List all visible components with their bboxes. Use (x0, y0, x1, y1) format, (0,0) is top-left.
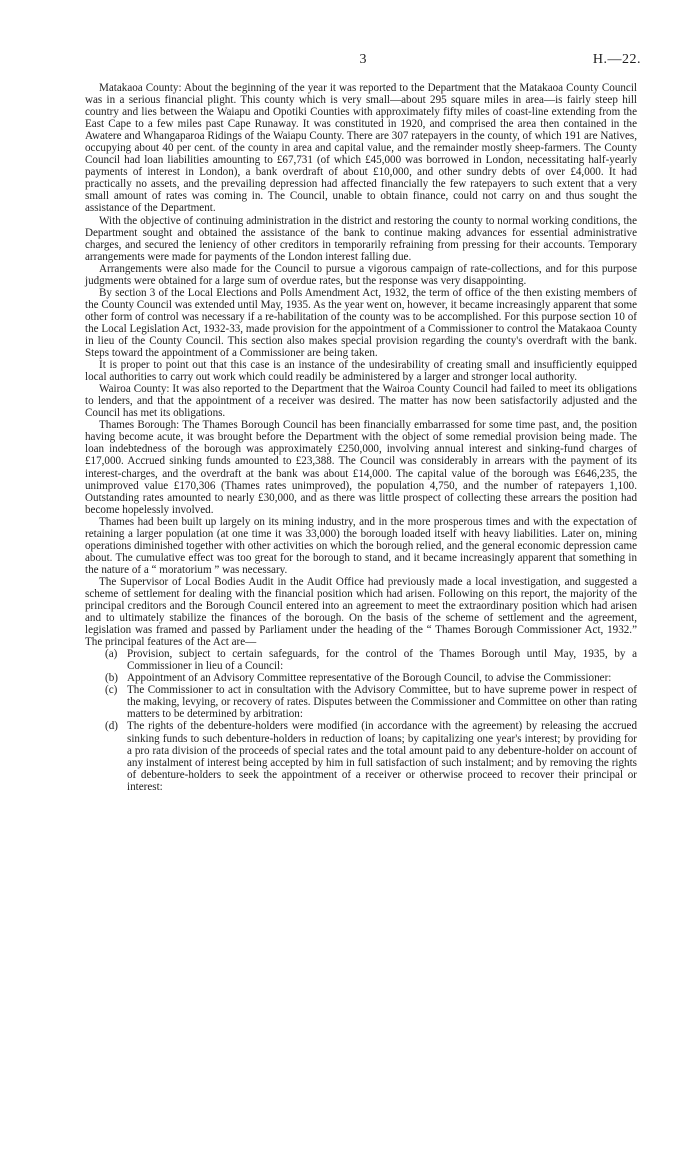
paragraph-undesirability: It is proper to point out that this case is an instance of the undesirability of creating small and insufficiently equipped local authorities to carry out work which could readily be administered by a larger and stronger local authority. (85, 359, 637, 384)
document-reference: H.—22. (592, 52, 641, 67)
list-item-label: (c) (105, 684, 118, 697)
list-item (85, 648, 637, 672)
paragraph-matakaoa-county: Matakaoa County: About the beginning of the year it was reported to the Department that the Matakaoa County Council was in a serious financial plight. This county which is very small—about 295 square miles in area—is fairly steep hill country and lies between the Waiapu and Opotiki Counties with approximately fifty miles of coast-line extending from the East Cape to a few miles past Cape Runaway. It was constituted in 1920, and comprised the area then contained in the Awatere and Whangaparoa Ridings of the Waiapu County. There are 307 ratepayers in the county, of which 191 are Natives, occupying about 40 per cent. of the county in area and capital value, and the remainder mostly sheep-farmers. The County Council had loan liabilities amounting to £67,731 (of which £45,000 was borrowed in London, necessitating half-yearly payments of interest in London), a bank overdraft of about £10,000, and other sundry debts of over £4,000. It had practically no assets, and the prevailing depression had affected financially the few ratepayers to such extent that a very small amount of rates was coming in. The Council, unable to obtain finance, could not carry on and thus sought the assistance of the Department. (85, 82, 637, 215)
paragraph-thames-mining: Thames had been built up largely on its mining industry, and in the more prosperous times and with the expectation of retaining a larger population (at one time it was 33,000) the borough loaded itself with heavy liabilities. Later on, mining operations diminished together with other activities on which the borough relied, and the general economic depression came about. The cumulative effect was too great for the borough to stand, and it became increasingly apparent that something in the nature of a “ moratorium ” was necessary. (85, 515, 637, 576)
list-item (85, 720, 637, 792)
page-number: 3 (359, 52, 367, 67)
page-body (85, 82, 637, 793)
paragraph-rate-collections: Arrangements were also made for the Council to pursue a vigorous campaign of rate-collections, and for this purpose judgments were obtained for a large sum of overdue rates, but the response was very disappointing. (85, 262, 637, 287)
list-item-text: Provision, subject to certain safeguards, for the control of the Thames Borough until May, 1935, by a Commissioner in lieu of a Council: (127, 648, 637, 673)
paragraph-matakaoa-objective: With the objective of continuing administration in the district and restoring the county to normal working conditions, the Department sought and obtained the assistance of the bank to continue making advances for essential administrative charges, and secured the leniency of other creditors in temporarily refraining from pressing for their accounts. Temporary arrangements were made for payments of the London interest falling due. (85, 214, 637, 263)
list-item-label: (a) (105, 648, 118, 661)
paragraph-wairoa-county: Wairoa County: It was also reported to the Department that the Wairoa County Council had failed to meet its obligations to lenders, and that the appointment of a receiver was desired. The matter has now been satisfactorily adjusted and the Council has met its obligations. (85, 383, 637, 420)
list-item (85, 672, 637, 684)
act-features-list (85, 648, 637, 793)
page-header (85, 52, 641, 72)
list-item-label: (d) (105, 720, 118, 733)
list-item-text: The Commissioner to act in consultation with the Advisory Committee, but to have supreme power in respect of the making, levying, or recovery of rates. Disputes between the Commissioner and Committee on other than rating matters to be determined by arbitration: (127, 684, 637, 721)
paragraph-local-elections-act: By section 3 of the Local Elections and Polls Amendment Act, 1932, the term of office of the then existing members of the County Council was extended until May, 1935. As the year went on, however, it became increasingly apparent that some other form of control was necessary if a re-habilitation of the county was to be accomplished. For this purpose section 10 of the Local Legislation Act, 1932-33, made provision for the appointment of a Commissioner to control the Matakaoa County in lieu of the County Council. This section also makes special provision regarding the county's overdraft with the bank. Steps toward the appointment of a Commissioner are being taken. (85, 286, 637, 360)
paragraph-thames-borough: Thames Borough: The Thames Borough Council has been financially embarrassed for some time past, and, the position having become acute, it was brought before the Department with the object of some remedial provision being made. The loan indebtedness of the borough was approximately £250,000, involving annual interest and sinking-fund charges of £17,000. Accrued sinking funds amounted to £23,388. The Council was considerably in arrears with the payment of its interest-charges, and the overdraft at the bank was about £14,000. The capital value of the borough was £646,235, the unimproved value £170,306 (Thames rates unimproved), the population 4,750, and the number of ratepayers 1,100. Outstanding rates amounted to nearly £30,000, and as there was little prospect of collecting these arrears the position had become hopelessly involved. (85, 419, 637, 516)
list-item-text: Appointment of an Advisory Committee representative of the Borough Council, to advise the Commissioner: (127, 672, 612, 685)
list-item-text: The rights of the debenture-holders were modified (in accordance with the agreement) by releasing the accrued sinking funds to such debenture-holders in reduction of loans; by capitalizing one year's interest; by providing for a pro rata division of the proceeds of special rates and the total amount paid to any debenture-holder on account of any instalment of interest being accepted by him in full satisfaction of such instalment; and by removing the rights of debenture-holders to seek the appointment of a receiver or otherwise proceed to recover their principal or interest: (127, 720, 637, 793)
list-item (85, 684, 637, 720)
list-item-label: (b) (105, 672, 118, 685)
paragraph-supervisor-audit: The Supervisor of Local Bodies Audit in the Audit Office had previously made a local investigation, and suggested a scheme of settlement for dealing with the financial position which had arisen. Following on this report, the majority of the principal creditors and the Borough Council entered into an agreement to meet the extraordinary position which had arisen and to ultimately stabilize the finances of the borough. On the basis of the scheme of settlement and the agreement, legislation was framed and passed by Parliament under the heading of the “ Thames Borough Commissioner Act, 1932.” The principal features of the Act are— (85, 575, 637, 649)
